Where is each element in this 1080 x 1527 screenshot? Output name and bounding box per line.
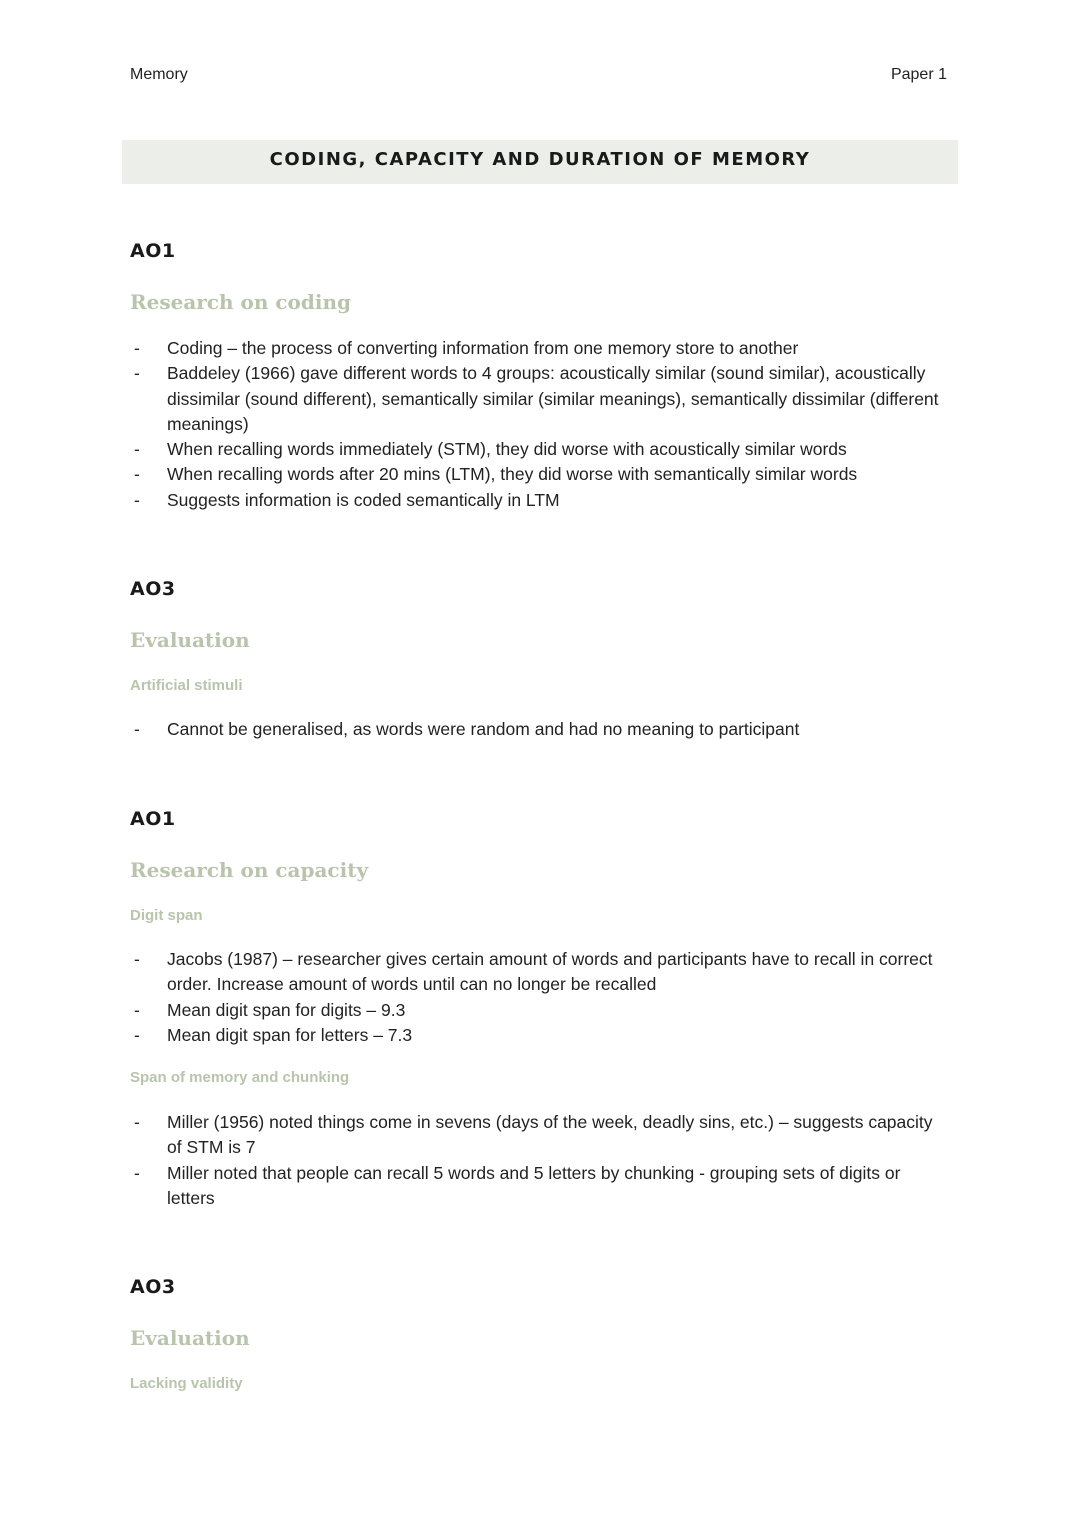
list-item: - Miller noted that people can recall 5 words and 5 letters by chunking - grouping sets of digits or letters [134, 1162, 901, 1208]
ao3-label-evaluation-1: AO3 [130, 578, 176, 600]
list-item: - Miller (1956) noted things come in sevens (days of the week, deadly sins, etc.) – suggests capacity of STM is 7 [134, 1112, 933, 1158]
subheading-artificial-stimuli: Artificial stimuli [130, 677, 243, 694]
evaluation-bullet-list-1 [130, 717, 950, 742]
list-item: - Jacobs (1987) – researcher gives certain amount of words and participants have to recall in correct order. Increase amount of words until can no longer be recalled [134, 949, 933, 995]
heading-research-on-capacity: Research on capacity [130, 858, 369, 882]
heading-research-on-coding: Research on coding [130, 290, 351, 314]
subheading-span-and-chunking: Span of memory and chunking [130, 1069, 350, 1086]
ao1-label-capacity: AO1 [130, 808, 176, 830]
list-item: - When recalling words after 20 mins (LTM), they did worse with semantically similar words [134, 464, 858, 485]
chunking-bullet-list [130, 1110, 950, 1211]
page-title: CODING, CAPACITY AND DURATION OF MEMORY [269, 149, 811, 170]
list-item: - Suggests information is coded semantically in LTM [134, 489, 560, 510]
list-item: - Coding – the process of converting information from one memory store to another [134, 338, 799, 358]
heading-evaluation-1: Evaluation [130, 628, 250, 652]
list-item: - Cannot be generalised, as words were random and had no meaning to participant [134, 719, 800, 739]
subheading-digit-span: Digit span [130, 907, 203, 924]
heading-evaluation-2: Evaluation [130, 1326, 250, 1350]
header-right: Paper 1 [890, 66, 947, 83]
list-item: - Baddeley (1966) gave different words to 4 groups: acoustically similar (sound similar), acoustically dissimilar (sound different), semantically similar (similar meanings), semantically dissimilar (different meanings) [134, 363, 939, 434]
header-left: Memory [130, 66, 188, 83]
title-band [122, 140, 958, 184]
list-item: - When recalling words immediately (STM), they did worse with acoustically similar words [134, 439, 847, 460]
list-item: - Mean digit span for digits – 9.3 [134, 999, 406, 1020]
ao1-label-coding: AO1 [130, 240, 176, 262]
coding-bullet-list [130, 336, 950, 513]
ao3-label-evaluation-2: AO3 [130, 1276, 176, 1298]
list-item: - Mean digit span for letters – 7.3 [134, 1024, 413, 1045]
digit-span-bullet-list [130, 947, 950, 1048]
subheading-lacking-validity: Lacking validity [130, 1375, 243, 1392]
